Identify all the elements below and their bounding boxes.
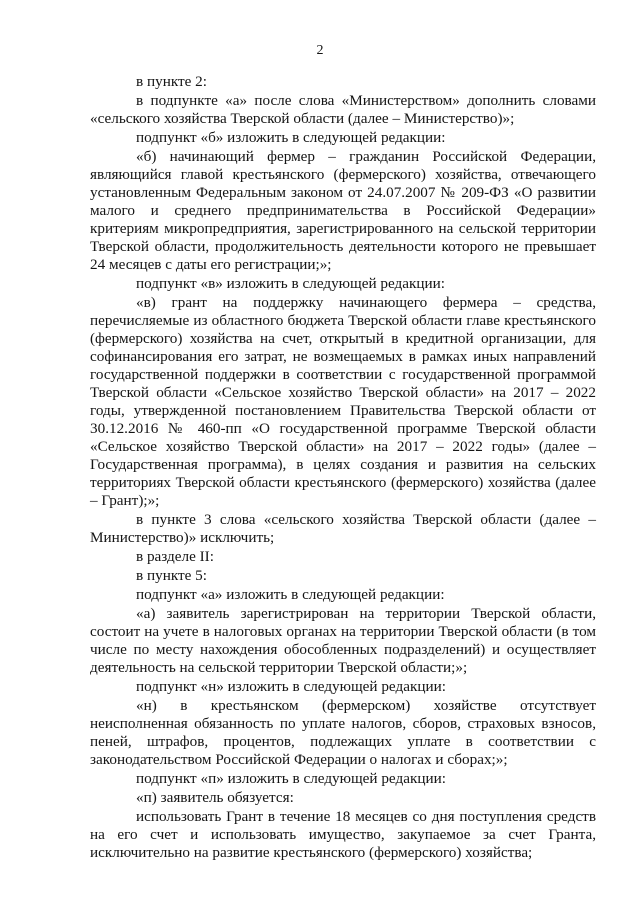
paragraph: подпункт «н» изложить в следующей редакции: xyxy=(136,678,446,695)
paragraph: в разделе II: xyxy=(136,548,214,565)
paragraph: в пункте 3 слова «сельского хозяйства Тверской области (далее – Министерство)» исключить; xyxy=(90,511,596,546)
document-body xyxy=(90,73,596,863)
paragraph: «в) грант на поддержку начинающего фермера – средства, перечисляемые из областного бюджета Тверской области главе крестьянского (фермерского) хозяйства на счет, открытый в кредитной организации, для софинансирования его затрат, не возмещаемых в рамках иных направлений государственной поддержки в соответствии с государственной программой Тверской области «Сельское хозяйство Тверской области» на 2017 – 2022 годы, утвержденной постановлением Правительства Тверской области от 30.12.2016 № 460-пп «О государственной программе Тверской области «Сельское хозяйство Тверской области» на 2017 – 2022 годы» (далее – Государственная программа), в целях создания и развития на сельских территориях Тверской области крестьянского (фермерского) хозяйства (далее – Грант);»; xyxy=(90,294,596,509)
paragraph: «б) начинающий фермер – гражданин Российской Федерации, являющийся главой крестьянского (фермерского) хозяйства, отвечающего установленным Федеральным законом от 24.07.2007 № 209-ФЗ «О развитии малого и среднего предпринимательства в Российской Федерации» критериям микропредприятия, зарегистрированного на сельской территории Тверской области, продолжительность деятельности которого не превышает 24 месяцев с даты его регистрации;»; xyxy=(90,148,596,273)
paragraph: «а) заявитель зарегистрирован на территории Тверской области, состоит на учете в налоговых органах на территории Тверской области (в том числе по месту нахождения обособленных подразделений) и осуществляет деятельность на сельской территории Тверской области;»; xyxy=(90,605,596,676)
paragraph: подпункт «в» изложить в следующей редакции: xyxy=(136,275,445,292)
paragraph: подпункт «п» изложить в следующей редакции: xyxy=(136,770,446,787)
paragraph: подпункт «б» изложить в следующей редакции: xyxy=(136,129,446,146)
paragraph: в подпункте «а» после слова «Министерством» дополнить словами «сельского хозяйства Тверской области (далее – Министерство)»; xyxy=(90,92,596,127)
paragraph: «п) заявитель обязуется: xyxy=(136,789,294,806)
page-number: 2 xyxy=(316,43,324,58)
paragraph: в пункте 2: xyxy=(136,73,207,90)
paragraph: подпункт «а» изложить в следующей редакции: xyxy=(136,586,445,603)
paragraph: использовать Грант в течение 18 месяцев со дня поступления средств на его счет и использовать имущество, закупаемое за счет Гранта, исключительно на развитие крестьянского (фермерского) хозяйства; xyxy=(90,808,596,861)
paragraph: «н) в крестьянском (фермерском) хозяйстве отсутствует неисполненная обязанность по уплате налогов, сборов, страховых взносов, пеней, штрафов, процентов, подлежащих уплате в соответствии с законодательством Российской Федерации о налогах и сборах;»; xyxy=(90,697,596,768)
paragraph: в пункте 5: xyxy=(136,567,207,584)
